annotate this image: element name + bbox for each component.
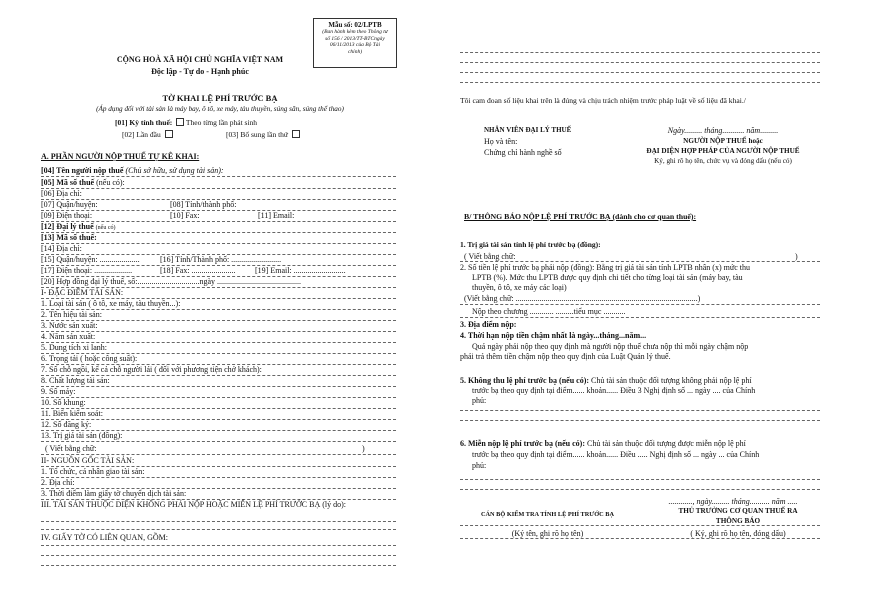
part-b-title: B/ THÔNG BÁO NỘP LỆ PHÍ TRƯỚC BẠ (dành cho cơ quan thuế): xyxy=(464,212,697,221)
supplement-checkbox[interactable] xyxy=(292,130,300,138)
field-16: [16] Tỉnh/Thành phố: ......................... xyxy=(160,255,282,264)
b2-words: (Viết bằng chữ: ...........................................................................................) xyxy=(464,294,701,303)
notice-date: ............, ngày......... tháng.......... năm ..... xyxy=(668,497,798,506)
field-19: [19] Email: .......................... xyxy=(255,266,346,275)
b4-title: 4. Thời hạn nộp tiền chậm nhất là ngày...tháng...năm... xyxy=(460,331,647,340)
asset-item: 5. Dung tích xi lanh: xyxy=(41,343,107,352)
form-legal-line4: chính) xyxy=(347,48,363,55)
b6-line2: trước bạ theo quy định tại điểm...... khoản...... Điều ..... Nghị định số ... ngày ... của Chính xyxy=(472,450,760,459)
b5-line3: phủ: xyxy=(472,396,487,405)
asset-item: 3. Nước sản xuất: xyxy=(41,321,98,330)
supplement-label: [03] Bổ sung lần thứ xyxy=(226,130,288,139)
field-05-label: [05] Mã số thuế xyxy=(41,178,95,187)
field-13: [13] Mã số thuế: xyxy=(41,233,97,242)
field-14: [14] Địa chỉ: xyxy=(41,244,82,253)
b1-title: 1. Trị giá tài sản tính lệ phí trước bạ (đồng): xyxy=(460,240,601,249)
field-04-note: (Chủ sở hữu, sử dụng tài sản): xyxy=(125,166,224,175)
supplement-row xyxy=(226,130,300,140)
head-title-line2: THÔNG BÁO xyxy=(715,517,761,525)
b6-line1: Chủ tài sản thuộc đối tượng được miễn nộp lệ phí xyxy=(587,439,746,448)
origin-item: 2. Địa chỉ: xyxy=(41,478,75,487)
asset-item: 11. Biển kiểm soát: xyxy=(41,409,103,418)
first-time-label: [02] Lần đầu xyxy=(122,130,161,139)
tax-period-checkbox[interactable] xyxy=(176,118,184,126)
agent-name: Họ và tên: xyxy=(484,137,518,146)
b1-close-paren: ) xyxy=(795,252,798,261)
b6-row1 xyxy=(460,439,746,448)
origin-item: 1. Tổ chức, cá nhân giao tài sản: xyxy=(41,467,145,476)
field-11: [11] Email: xyxy=(258,211,295,220)
b5-row1 xyxy=(460,376,752,385)
taxpayer-sign-note: Ký, ghi rõ họ tên, chức vụ và đóng dấu (nếu có) xyxy=(654,157,792,165)
b2-line3: thuyền, ô tô, xe máy các loại) xyxy=(472,283,567,292)
b2-line2: LPTB (%). Mức thu LPTB được quy định chi tiết cho từng loại tài sản (máy bay, tàu xyxy=(472,273,743,282)
field-09: [09] Điện thoại: xyxy=(41,211,93,220)
b5-label: 5. Không thu lệ phí trước bạ (nếu có): xyxy=(460,376,590,385)
field-07: [07] Quận/huyện: xyxy=(41,200,98,209)
head-sign-note: ( Ký, ghi rõ họ tên, đóng dấu) xyxy=(690,529,786,538)
section-4-title: IV. GIẤY TỜ CÓ LIÊN QUAN, GỒM: xyxy=(41,533,168,542)
field-08: [08] Tỉnh/thành phố: xyxy=(170,200,237,209)
form-legal-line1: (Ban hành kèm theo Thông tư xyxy=(322,29,388,36)
declaration-date: Ngày......... tháng........... năm......... xyxy=(667,126,779,135)
tax-period-option: Theo từng lần phát sinh xyxy=(185,118,258,127)
field-12-label: [12] Đại lý thuế xyxy=(41,222,94,231)
asset-item: 9. Số máy: xyxy=(41,387,76,396)
taxpayer-title: NGƯỜI NỘP THUẾ hoặc xyxy=(683,137,763,145)
close-paren: ) xyxy=(362,444,365,453)
field-06: [06] Địa chỉ: xyxy=(41,189,82,198)
field-18: [18] Fax: ...................... xyxy=(160,266,236,275)
b5-line2: trước bạ theo quy định tại điểm...... khoản...... Điều 3 Nghị định số ... ngày .... của Chính xyxy=(472,386,756,395)
officer-sign-note: (Ký tên, ghi rõ họ tên) xyxy=(511,529,584,538)
form-subtitle: (Áp dụng đối với tài sản là máy bay, ô tô, xe máy, tàu thuyền, súng săn, súng thể thao) xyxy=(96,105,344,113)
agent-title: NHÂN VIÊN ĐẠI LÝ THUẾ xyxy=(484,126,572,134)
asset-item: 10. Số khung: xyxy=(41,398,86,407)
asset-item: 13. Trị giá tài sản (đồng): xyxy=(41,431,123,440)
part-a-title: A. PHẦN NGƯỜI NỘP THUẾ TỰ KÊ KHAI: xyxy=(41,152,200,161)
b6-line3: phủ: xyxy=(472,461,487,470)
country-motto: Độc lập - Tự do - Hạnh phúc xyxy=(151,67,249,76)
country-name: CỘNG HOÀ XÃ HỘI CHỦ NGHĨA VIỆT NAM xyxy=(116,55,284,64)
tax-period-label: [01] Kỳ tính thuế: xyxy=(115,118,173,127)
asset-item: 12. Số đăng ký: xyxy=(41,420,92,429)
right-page xyxy=(438,0,876,595)
b6-label: 6. Miễn nộp lệ phí trước bạ (nếu có): xyxy=(460,439,586,448)
section-1-title: I- ĐẶC ĐIỂM TÀI SẢN: xyxy=(41,288,124,297)
b4-line1: Quá ngày phải nộp theo quy định mà người nộp thuế chưa nộp thì mỗi ngày chậm nộp xyxy=(472,342,749,351)
b2-chapter: Nộp theo chương ............ .........tiểu mục ........... xyxy=(472,307,626,316)
b5-line1: Chủ tài sản thuộc đối tượng không phải nộp lệ phí xyxy=(591,376,752,385)
b1-words: ( Viết bằng chữ: xyxy=(464,252,516,261)
first-time-row xyxy=(122,130,173,140)
section-2-title: II- NGUỒN GỐC TÀI SẢN: xyxy=(41,456,135,465)
form-code: Mẫu số: 02/LPTB xyxy=(328,21,382,29)
form-code-box xyxy=(313,18,397,68)
b4-line2: phải trả thêm tiền chậm nộp theo quy định của Luật Quản lý thuế. xyxy=(460,352,671,361)
field-20: [20] Hợp đồng đại lý thuế, số:...............................ngày .......................................... xyxy=(41,277,301,286)
field-04 xyxy=(41,166,396,175)
tax-period-row xyxy=(115,118,257,128)
officer-title: CÁN BỘ KIỂM TRA TÍNH LỆ PHÍ TRƯỚC BẠ xyxy=(480,511,615,518)
commitment-text: Tôi cam đoan số liệu khai trên là đúng và chịu trách nhiệm trước pháp luật về số liệu đã khai./ xyxy=(460,96,746,105)
field-10: [10] Fax: xyxy=(170,211,200,220)
asset-item: 2. Tên hiệu tài sản: xyxy=(41,310,102,319)
field-05-note: (nếu có): xyxy=(96,178,125,187)
first-time-checkbox[interactable] xyxy=(165,130,173,138)
asset-item: 6. Trọng tải ( hoặc công suất): xyxy=(41,354,138,363)
b3-title: 3. Địa điểm nộp: xyxy=(460,320,517,329)
asset-item: 8. Chất lượng tài sản: xyxy=(41,376,110,385)
field-04-label: [04] Tên người nộp thuế xyxy=(41,166,124,175)
field-15: [15] Quận/huyện: .................... xyxy=(41,255,140,264)
form-legal-line2: số 156 / 2013/TT-BTCngày xyxy=(325,35,385,42)
asset-item: 7. Số chỗ ngồi, kể cả chỗ người lái ( đối với phương tiện chở khách): xyxy=(41,365,262,374)
head-title-line1: THỦ TRƯỞNG CƠ QUAN THUẾ RA xyxy=(678,507,798,515)
b2-line1: 2. Số tiền lệ phí trước bạ phải nộp (đồng): Bằng trị giá tài sản tính LPTB nhân (x) mức thu xyxy=(460,263,750,272)
form-title: TỜ KHAI LỆ PHÍ TRƯỚC BẠ xyxy=(162,93,278,103)
asset-item: 4. Năm sản xuất: xyxy=(41,332,96,341)
field-05 xyxy=(41,178,125,187)
agent-cert: Chứng chỉ hành nghề số xyxy=(484,148,562,157)
taxpayer-rep: ĐẠI DIỆN HỢP PHÁP CỦA NGƯỜI NỘP THUẾ xyxy=(646,147,800,155)
field-12 xyxy=(41,222,116,232)
field-17: [17] Điện thoại: ................... xyxy=(41,266,133,275)
field-12-note: (nếu có) xyxy=(95,225,116,231)
asset-value-words: ( Viết bằng chữ: xyxy=(45,444,97,453)
origin-item: 3. Thời điểm làm giấy tờ chuyển dịch tài sản: xyxy=(41,489,187,498)
section-3-title: III. TÀI SẢN THUỘC DIỆN KHÔNG PHẢI NỘP HOẶC MIỄN LỆ PHÍ TRƯỚC BẠ (lý do): xyxy=(41,500,347,509)
asset-item: 1. Loại tài sản ( ô tô, xe máy, tàu thuyền...): xyxy=(41,299,181,308)
form-legal-line3: 06/11/2013 của Bộ Tài xyxy=(329,42,381,49)
